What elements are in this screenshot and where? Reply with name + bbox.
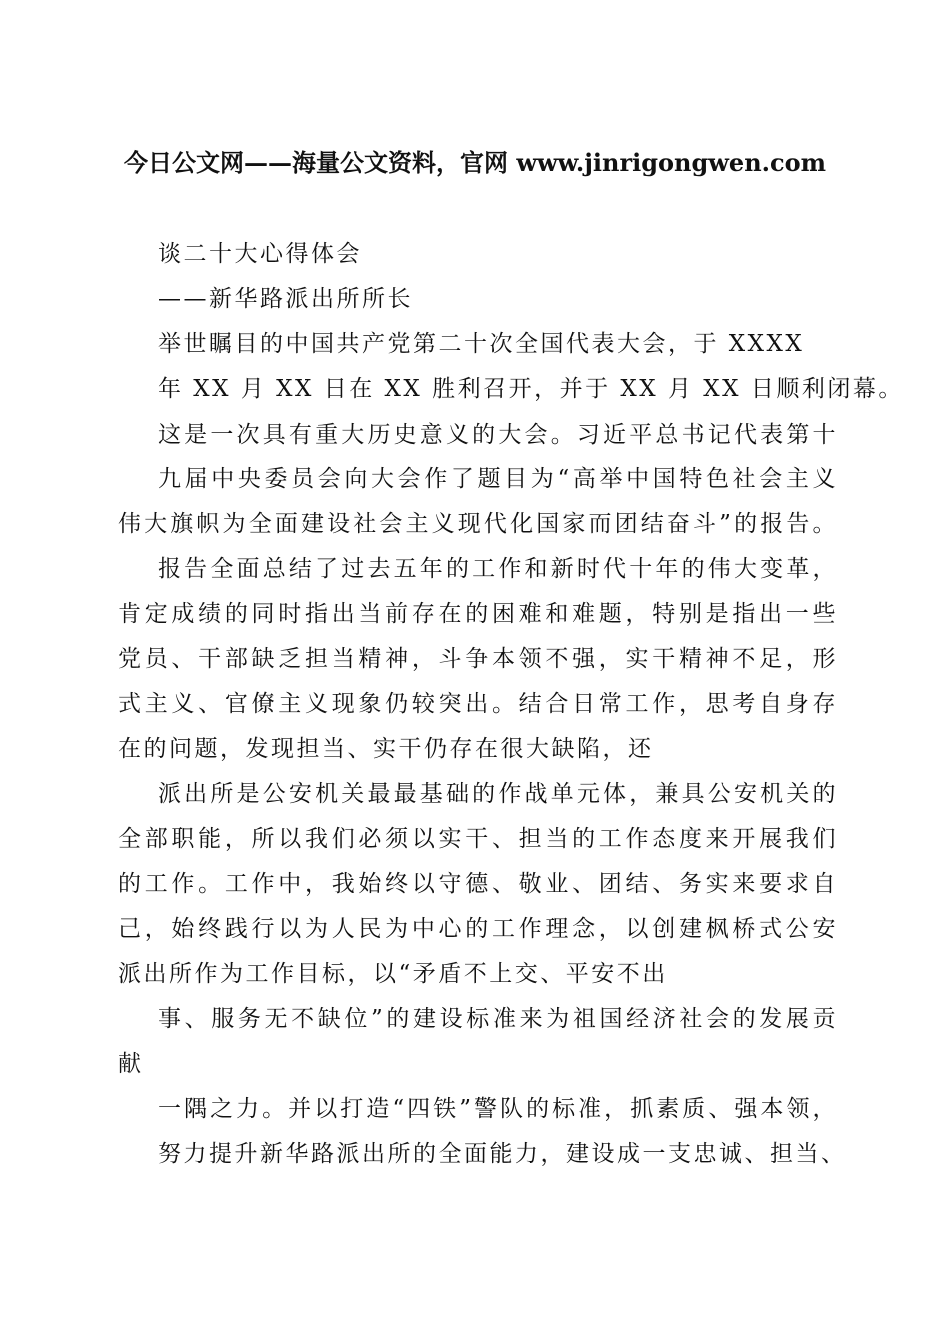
body-line-16: 事、服务无不缺位”的建设标准来为祖国经济社会的发展贡: [158, 1006, 838, 1032]
body-line-1: 举世瞩目的中国共产党第二十次全国代表大会，于 XXXX: [158, 331, 805, 357]
body-line-17: 献: [118, 1051, 144, 1077]
body-line-14: 己，始终践行以为人民为中心的工作理念，以创建枫桥式公安: [118, 916, 838, 942]
body-line-3: 这是一次具有重大历史意义的大会。习近平总书记代表第十: [158, 422, 838, 448]
body-line-9: 式主义、官僚主义现象仍较突出。结合日常工作，思考自身存: [118, 691, 838, 717]
body-line-11: 派出所是公安机关最最基础的作战单元体，兼具公安机关的: [158, 781, 838, 807]
body-line-2: 年 XX 月 XX 日在 XX 胜利召开，并于 XX 月 XX 日顺利闭幕。: [158, 376, 904, 402]
body-line-18: 一隅之力。并以打造“四铁”警队的标准，抓素质、强本领，: [158, 1096, 838, 1122]
body-line-6: 报告全面总结了过去五年的工作和新时代十年的伟大变革，: [158, 556, 838, 582]
body-line-7: 肯定成绩的同时指出当前存在的困难和难题，特别是指出一些: [118, 601, 838, 627]
body-line-10: 在的问题，发现担当、实干仍存在很大缺陷，还: [118, 736, 654, 762]
document-author: ——新华路派出所所长: [158, 286, 413, 312]
body-line-13: 的工作。工作中，我始终以守德、敬业、团结、务实来要求自: [118, 871, 838, 897]
body-line-8: 党员、干部缺乏担当精神，斗争本领不强，实干精神不足，形: [118, 646, 838, 672]
document-title: 谈二十大心得体会: [158, 241, 362, 267]
body-line-4: 九届中央委员会向大会作了题目为“高举中国特色社会主义: [158, 466, 838, 492]
body-line-5: 伟大旗帜为全面建设社会主义现代化国家而团结奋斗”的报告。: [118, 511, 838, 537]
body-line-15: 派出所作为工作目标，以“矛盾不上交、平安不出: [118, 961, 668, 987]
body-line-19: 努力提升新华路派出所的全面能力，建设成一支忠诚、担当、: [158, 1141, 847, 1167]
body-line-12: 全部职能，所以我们必须以实干、担当的工作态度来开展我们: [118, 826, 838, 852]
site-header: 今日公文网——海量公文资料，官网 www.jinrigongwen.com: [123, 148, 827, 177]
